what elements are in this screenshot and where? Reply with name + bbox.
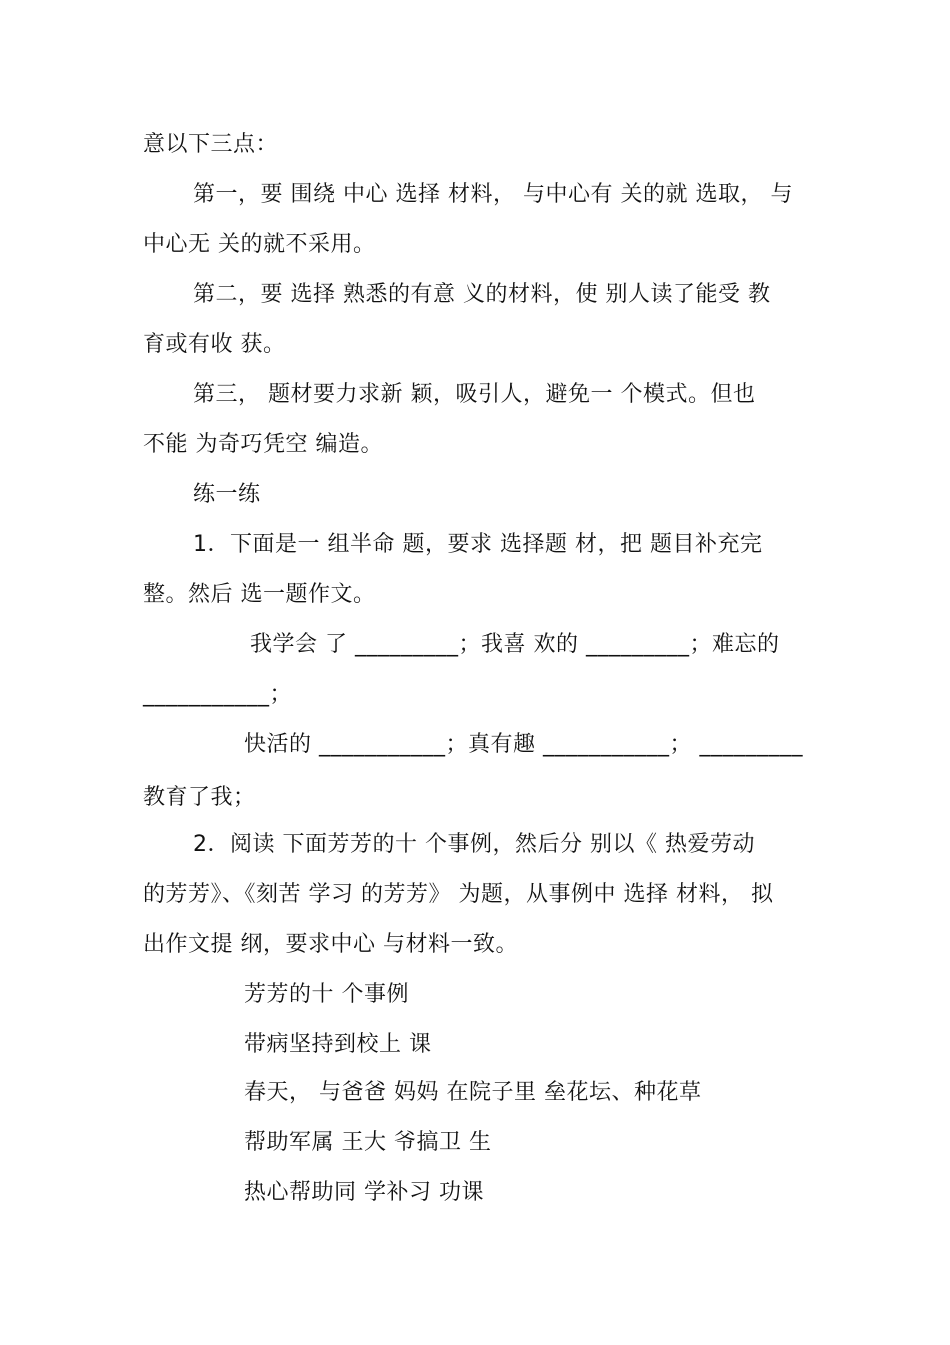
list-item: 带病坚持到校上 课 [244, 1032, 432, 1057]
text-line: 整。然后 选一题作文。 [143, 582, 376, 607]
fill-blank-line: 我学会 了 _________；我喜 欢的 _________；难忘的 [250, 632, 780, 657]
exercise-item: 2．阅读 下面芳芳的十 个事例，然后分 别以《 热爱劳动 [193, 832, 755, 857]
text-line: 育或有收 获。 [143, 332, 286, 357]
text-line: 的芳芳》、《刻苦 学习 的芳芳》 为题，从事例中 选择 材料， 拟 [143, 882, 774, 907]
list-item: 帮助军属 王大 爷搞卫 生 [244, 1130, 492, 1155]
fill-blank-line: 快活的 ___________；真有趣 ___________； _________ [244, 732, 803, 757]
text-line: 第一，要 围绕 中心 选择 材料， 与中心有 关的就 选取， 与 [193, 182, 793, 207]
text-line: 中心无 关的就不采用。 [143, 232, 376, 257]
fill-blank-line: ___________； [143, 682, 293, 707]
text-line: 第二，要 选择 熟悉的有意 义的材料，使 别人读了能受 教 [193, 282, 771, 307]
text-line: 意以下三点： [143, 132, 279, 157]
text-line: 出作文提 纲，要求中心 与材料一致。 [143, 932, 518, 957]
exercise-item: 1．下面是一 组半命 题，要求 选择题 材，把 题目补充完 [193, 532, 763, 557]
section-heading: 练一练 [193, 482, 261, 507]
list-item: 春天， 与爸爸 妈妈 在院子里 垒花坛、种花草 [244, 1080, 702, 1105]
text-line: 教育了我； [143, 785, 256, 810]
text-line: 不能 为奇巧凭空 编造。 [143, 432, 383, 457]
text-line: 第三， 题材要力求新 颖，吸引人，避免一 个模式。但也 [193, 382, 756, 407]
list-item: 热心帮助同 学补习 功课 [244, 1180, 484, 1205]
list-heading: 芳芳的十 个事例 [244, 982, 409, 1007]
